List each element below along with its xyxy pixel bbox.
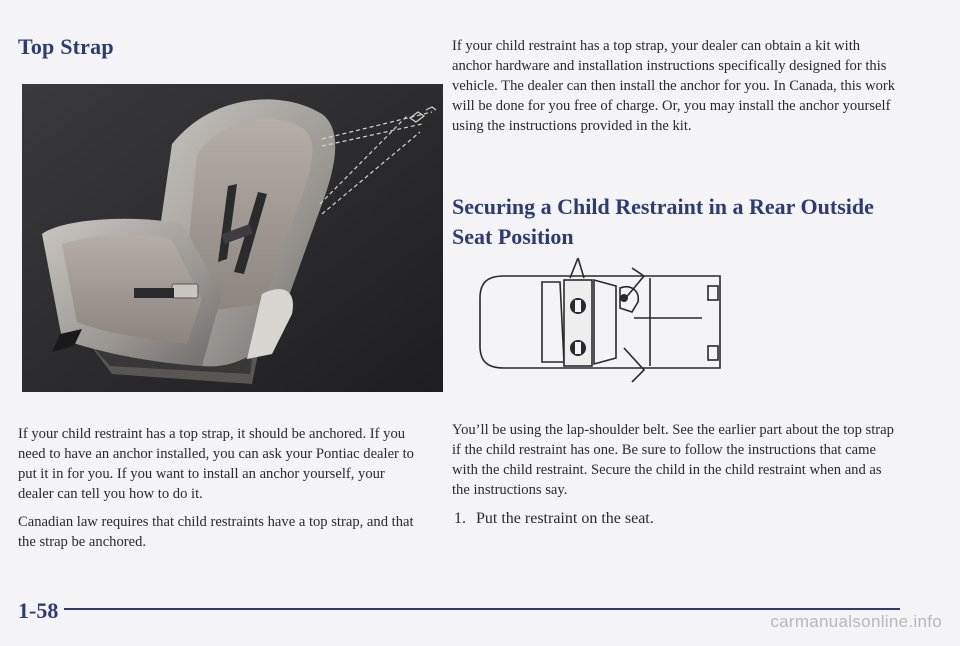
paragraph-canadian-law: Canadian law requires that child restraints have a top strap, and that the strap be anchored. xyxy=(18,514,414,550)
right-intro xyxy=(452,36,902,136)
right-body-text xyxy=(452,420,898,528)
section-title-top-strap: Top Strap xyxy=(18,34,114,59)
child-seat-illustration xyxy=(22,84,443,392)
step-number: 1. xyxy=(454,510,466,527)
page-number: 1-58 xyxy=(18,598,59,623)
paragraph-lap-shoulder-belt: You’ll be using the lap-shoulder belt. See the earlier part about the top strap if the child restraint has one. Be sure to follow the instructions that came with the child restraint. Secure the child in the child restraint when and as the instructions say. xyxy=(452,422,894,498)
footer-divider xyxy=(64,608,900,610)
child-seat-drawing xyxy=(22,84,443,392)
step-item xyxy=(452,510,898,528)
left-body-text xyxy=(18,424,424,552)
right-section-header xyxy=(452,192,882,252)
watermark-text: carmanualsonline.info xyxy=(770,612,942,631)
paragraph-top-strap-anchor: If your child restraint has a top strap, it should be anchored. If you need to have an anchor installed, you can ask your Pontiac dealer to put it in for you. If you want to install an anchor yourself, your dealer can tell you how to do it. xyxy=(18,426,414,502)
vehicle-top-view-drawing xyxy=(474,258,732,386)
vehicle-seat-position-diagram xyxy=(474,258,732,386)
left-column-header xyxy=(18,34,448,60)
section-title-rear-outside-seat: Securing a Child Restraint in a Rear Outside Seat Position xyxy=(452,194,874,249)
paragraph-dealer-kit: If your child restraint has a top strap, your dealer can obtain a kit with anchor hardware and installation instructions specifically designed for this vehicle. The dealer can then install the anchor for you. In Canada, this work will be done for you free of charge. Or, you may install the anchor yourself using the instructions provided in the kit. xyxy=(452,38,896,134)
step-text: Put the restraint on the seat. xyxy=(476,510,654,527)
